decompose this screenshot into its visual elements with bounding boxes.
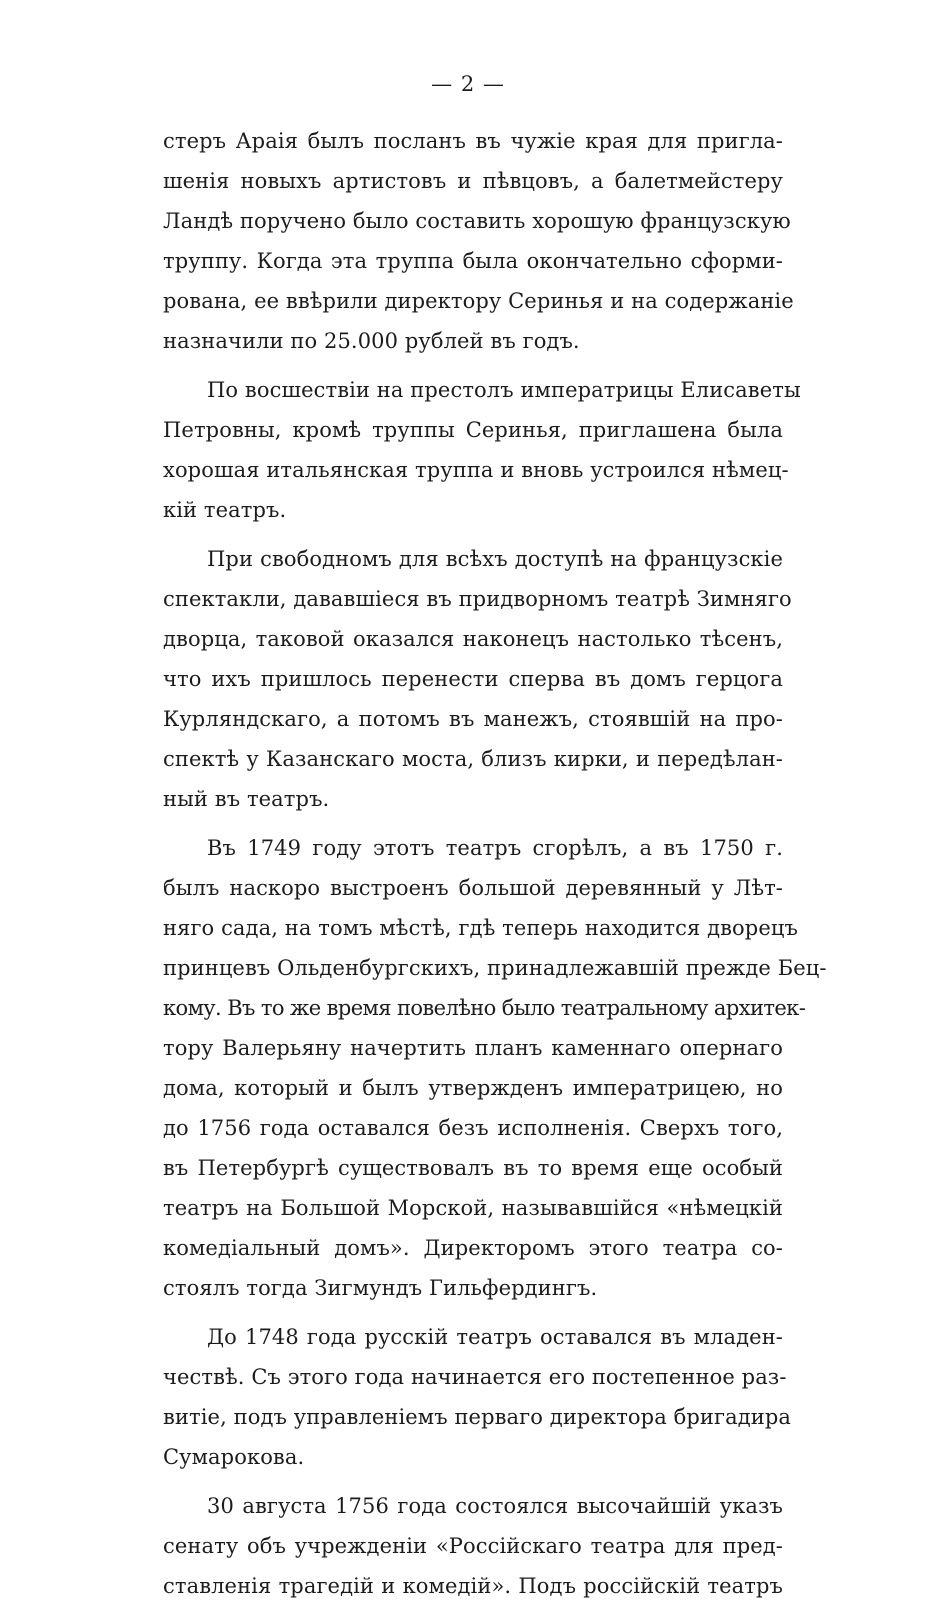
text-line: кому. Въ то же время повелѣно было театральному архитек- (163, 996, 806, 1020)
text-line: въ Петербургѣ существовалъ въ то время еще особый (163, 1156, 783, 1180)
text-line: До 1748 года русскій театръ оставался въ младен- (207, 1325, 783, 1349)
text-line: шенія новыхъ артистовъ и пѣвцовъ, а балетмейстеру (163, 169, 783, 193)
text-line: хорошая итальянская труппа и вновь устроился нѣмец- (163, 458, 789, 482)
text-line: При свободномъ для всѣхъ доступѣ на французскіе (207, 547, 783, 571)
paragraph (163, 1486, 783, 1606)
text-line: Въ 1749 году этотъ театръ сгорѣлъ, а въ 1750 г. (207, 836, 783, 860)
text-line: назначили по 25.000 рублей въ годъ. (163, 329, 580, 353)
text-line: няго сада, на томъ мѣстѣ, гдѣ теперь находится дворецъ (163, 916, 798, 940)
text-line: чествѣ. Съ этого года начинается его постепенное раз- (163, 1365, 787, 1389)
text-line: труппу. Когда эта труппа была окончательно сформи- (163, 249, 783, 273)
text-line: до 1756 года оставался безъ исполненія. Сверхъ того, (163, 1116, 783, 1140)
paragraph (163, 370, 801, 530)
text-line: былъ наскоро выстроенъ большой деревянный у Лѣт- (163, 876, 783, 900)
text-line: сенату объ учрежденіи «Россійскаго театра для пред- (163, 1534, 783, 1558)
text-line: стеръ Араія былъ посланъ въ чужіе края для пригла- (163, 129, 783, 153)
text-line: спектакли, дававшіеся въ придворномъ театрѣ Зимняго (163, 587, 792, 611)
text-line: театръ на Большой Морской, называвшійся «нѣмецкій (163, 1196, 783, 1220)
text-line: рована, ее ввѣрили директору Серинья и на содержаніе (163, 289, 794, 313)
text-line: Ландѣ поручено было составить хорошую французскую (163, 209, 791, 233)
text-line: комедіальный домъ». Директоромъ этого театра со- (163, 1236, 783, 1260)
text-line: Сумарокова. (163, 1445, 305, 1469)
text-line: тору Валерьяну начертить планъ каменнаго опернаго (163, 1036, 783, 1060)
body-text (163, 121, 827, 1606)
text-line: Курляндскаго, а потомъ въ манежъ, стоявшій на про- (163, 707, 783, 731)
text-line: ный въ театръ. (163, 787, 330, 811)
text-line: стоялъ тогда Зигмундъ Гильфердингъ. (163, 1276, 598, 1300)
text-line: витіе, подъ управленіемъ перваго директора бригадира (163, 1405, 792, 1429)
paragraph (163, 1317, 792, 1477)
text-line: дворца, таковой оказался наконецъ настолько тѣсенъ, (163, 627, 783, 651)
paragraph (163, 539, 792, 819)
text-line: Петровны, кромѣ труппы Серинья, приглашена была (163, 418, 783, 442)
paragraph (163, 121, 794, 361)
page-number: — 2 — (431, 72, 505, 96)
text-line: 30 августа 1756 года состоялся высочайшій указъ (207, 1494, 783, 1518)
text-line: По восшествіи на престолъ императрицы Елисаветы (207, 378, 801, 402)
text-line: дома, который и былъ утвержденъ императрицею, но (163, 1076, 783, 1100)
text-line: спектѣ у Казанскаго моста, близъ кирки, и передѣлан- (163, 747, 783, 771)
text-line: что ихъ пришлось перенести сперва въ домъ герцога (163, 667, 783, 691)
text-line: принцевъ Ольденбургскихъ, принадлежавшій прежде Бец- (163, 956, 827, 980)
text-line: кій театръ. (163, 498, 287, 522)
paragraph (163, 828, 827, 1308)
text-line: ставленія трагедій и комедій». Подъ россійскій театръ (163, 1574, 783, 1598)
